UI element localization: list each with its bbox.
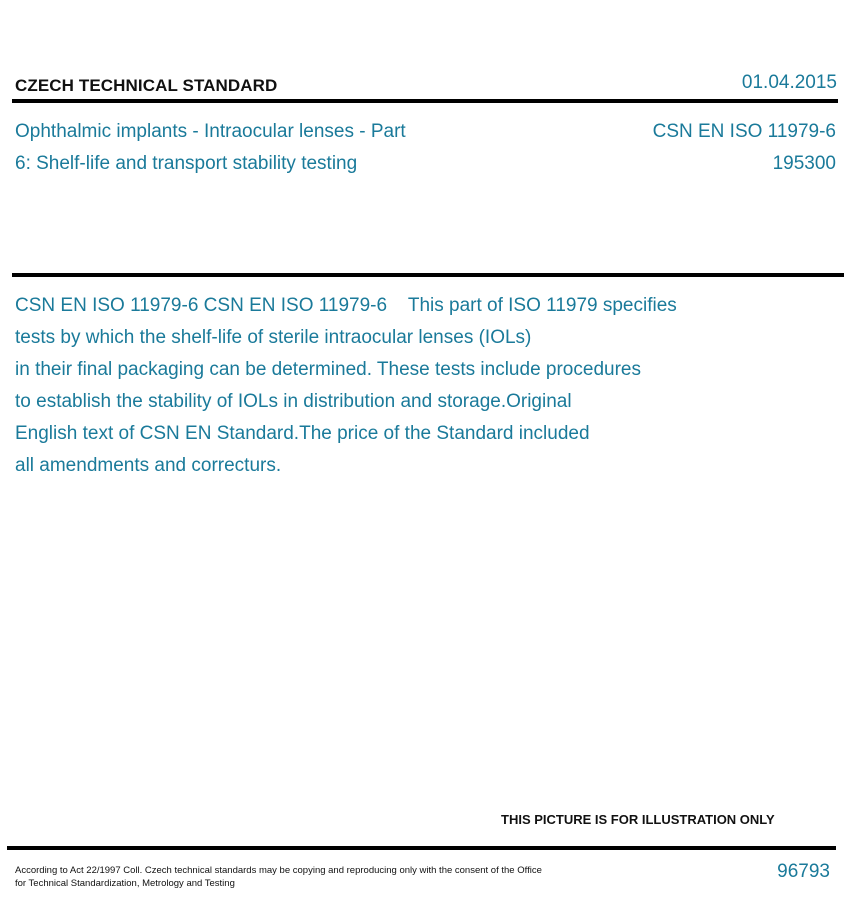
abstract-line: all amendments and correcturs. [15, 455, 282, 476]
illustration-disclaimer: THIS PICTURE IS FOR ILLUSTRATION ONLY [501, 812, 775, 827]
abstract-line: English text of CSN EN Standard.The price of the Standard included [15, 423, 590, 444]
abstract-line: tests by which the shelf-life of sterile intraocular lenses (IOLs) [15, 327, 532, 348]
classification-code: 195300 [772, 153, 836, 174]
legal-notice [15, 864, 595, 890]
abstract-line: CSN EN ISO 11979-6 CSN EN ISO 11979-6 This part of ISO 11979 specifies [15, 295, 677, 316]
standard-title-line-2: 6: Shelf-life and transport stability testing [15, 153, 358, 174]
standard-title [15, 116, 485, 180]
abstract-line: to establish the stability of IOLs in distribution and storage.Original [15, 391, 572, 412]
legal-notice-line-1: According to Act 22/1997 Coll. Czech technical standards may be copying and reproducing only with the consent of the Office [15, 865, 542, 876]
standard-title-line-1: Ophthalmic implants - Intraocular lenses - Part [15, 121, 406, 142]
abstract-line: in their final packaging can be determined. These tests include procedures [15, 359, 641, 380]
legal-notice-line-2: for Technical Standardization, Metrology and Testing [15, 878, 235, 889]
publication-date: 01.04.2015 [741, 72, 837, 93]
document-id: 96793 [777, 861, 830, 882]
footer-divider [7, 846, 836, 850]
header-divider [12, 99, 838, 103]
abstract-text [15, 290, 775, 482]
document-type-label: CZECH TECHNICAL STANDARD [15, 76, 278, 95]
title-divider [12, 273, 844, 277]
standard-identifier [653, 116, 836, 180]
standard-number: CSN EN ISO 11979-6 [652, 121, 836, 142]
